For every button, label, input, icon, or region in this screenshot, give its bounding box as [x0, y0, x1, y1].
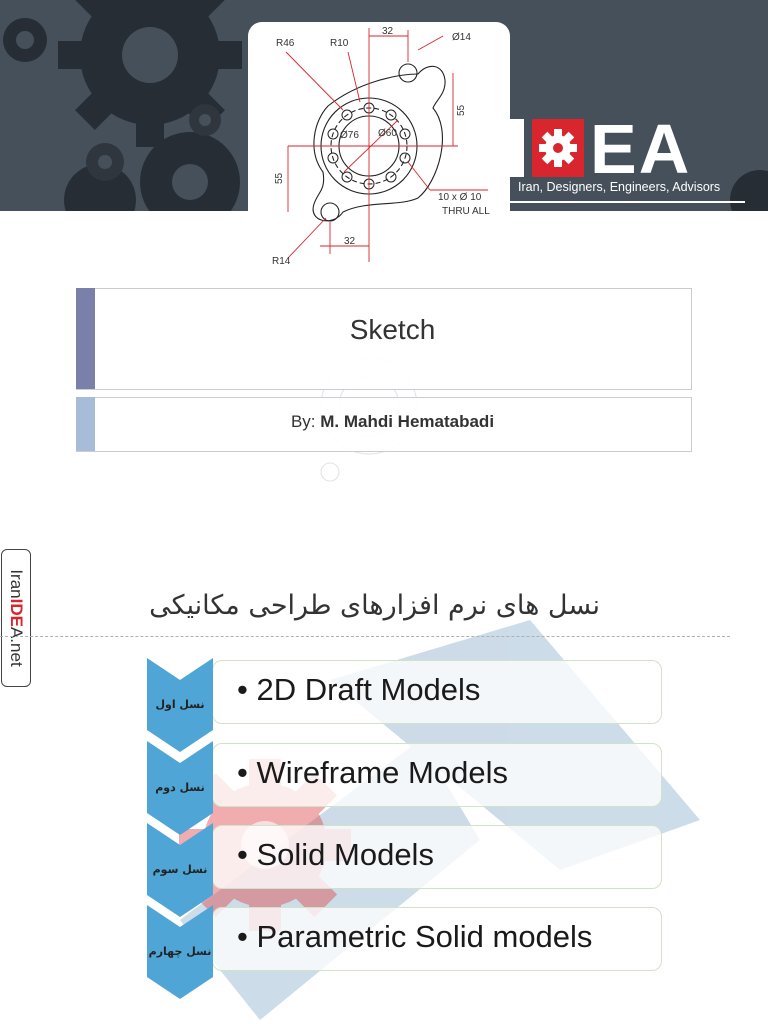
site-name-part2: IDE: [7, 598, 26, 627]
generation-text: • 2D Draft Models: [237, 672, 481, 707]
logo-tagline: Iran, Designers, Engineers, Advisors: [518, 180, 721, 194]
title-accent-bar: [76, 288, 95, 389]
generation-row-2: [212, 743, 662, 807]
dim-holes-2: THRU ALL: [442, 206, 490, 217]
section-heading: نسل های نرم افزارهای طراحی مکانیکی: [149, 590, 600, 621]
dim-r10: R10: [330, 38, 349, 49]
by-prefix: By:: [290, 412, 316, 431]
generation-row-1: [212, 660, 662, 724]
generation-label-3: نسل سوم: [152, 863, 208, 876]
logo-i-bar: [510, 119, 524, 177]
logo-underline: [510, 201, 745, 203]
dim-r46: R46: [276, 38, 295, 49]
generation-label-4: نسل چهارم: [148, 945, 212, 958]
generation-row-4: [212, 907, 662, 971]
dim-v55-left: 55: [274, 172, 285, 184]
heading-divider: [0, 636, 730, 637]
dim-v55-right: 55: [456, 104, 467, 116]
author-name: M. Mahdi Hematabadi: [320, 412, 495, 431]
generation-label-2: نسل دوم: [155, 781, 205, 794]
dim-d76: Ø76: [340, 130, 359, 141]
dim-bottom-32: 32: [344, 236, 356, 247]
gear-icon: [532, 119, 584, 177]
dim-holes-1: 10 x Ø 10: [438, 192, 482, 203]
dim-d14: Ø14: [452, 32, 471, 43]
generation-label-1: نسل اول: [155, 698, 205, 711]
dim-top-32: 32: [382, 26, 394, 37]
slide-title: Sketch: [349, 314, 436, 345]
dimension-labels: [272, 26, 490, 267]
author-line: [95, 412, 690, 432]
author-accent-bar: [76, 397, 95, 451]
idea-logo: EA Iran, Designers, Engineers, Advisors: [510, 108, 750, 204]
site-name-part1: Iran: [7, 569, 26, 599]
dim-r14: R14: [272, 256, 291, 267]
generation-text: • Solid Models: [237, 837, 434, 872]
generation-text: • Wireframe Models: [237, 755, 508, 790]
generation-text: • Parametric Solid models: [237, 919, 593, 954]
generation-row-3: [212, 825, 662, 889]
site-name-part3: A.net: [7, 626, 26, 667]
technical-drawing: [248, 22, 510, 286]
dim-d60: Ø60: [378, 128, 397, 139]
